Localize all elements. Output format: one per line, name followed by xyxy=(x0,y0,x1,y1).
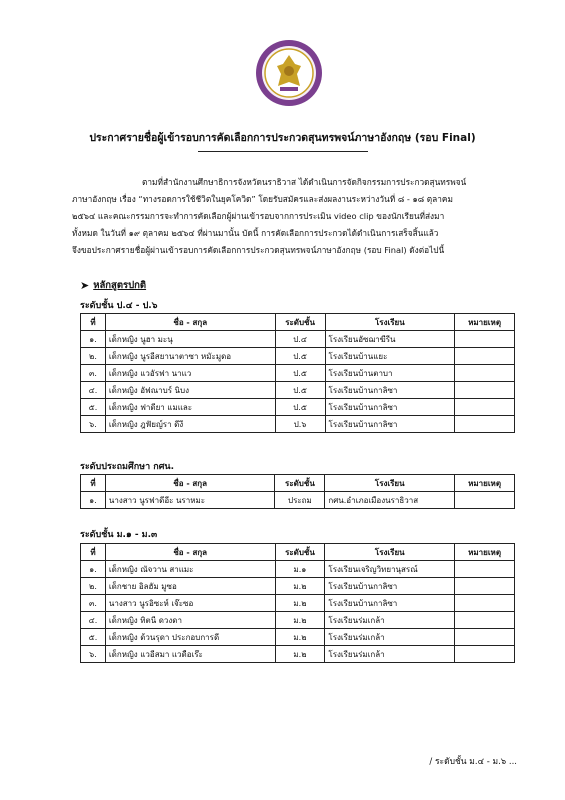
table-row: ๒. เด็กหญิง นูรอีสยานาตาซา หมัะมูดอ ป.๕ โรงเรียนบ้านแยะ xyxy=(81,348,515,365)
section-heading: ➤ หลักสูตรปกติ xyxy=(80,279,147,292)
table-row: ๔. เด็กหญิง ทิตนี ดวงดา ม.๒ โรงเรียนร่มเกล้า xyxy=(81,612,515,629)
paragraph-line: ภาษาอังกฤษ เรื่อง “ทางรอดการใช้ชีวิตในยุคโควิด” โดยรับสมัครและส่งผลงานระหว่างวันที่ ๘ - ๑๘ ตุลาคม xyxy=(72,194,453,204)
header-remark: หมายเหตุ xyxy=(455,544,515,561)
header-name: ชื่อ - สกุล xyxy=(105,544,275,561)
table-row: ๑. เด็กหญิง นูฮา มะนุ ป.๔ โรงเรียนอัซฌาฆีรีน xyxy=(81,331,515,348)
results-table xyxy=(80,543,515,663)
header-no: ที่ xyxy=(81,544,106,561)
table-row: ๕. เด็กหญิง ฟาดียา แมและ ป.๕ โรงเรียนบ้านกาลิซา xyxy=(81,399,515,416)
header-no: ที่ xyxy=(81,475,106,492)
header-no: ที่ xyxy=(81,314,106,331)
table-row: ๑. เด็กหญิง ณัจวาน สาแมะ ม.๑ โรงเรียนเจริญวิทยานุสรณ์ xyxy=(81,561,515,578)
header-school: โรงเรียน xyxy=(325,475,455,492)
header-name: ชื่อ - สกุล xyxy=(105,314,275,331)
table-row: ๑. นางสาว นูรฟาดีอีะ นราหมะ ประถม กศน.อำเภอเมืองนราธิวาส xyxy=(81,492,515,509)
header-school: โรงเรียน xyxy=(325,544,455,561)
table-row: ๓. เด็กหญิง แวอัรฟา นาแว ป.๕ โรงเรียนบ้านตาบา xyxy=(81,365,515,382)
paragraph-line: ตามที่สำนักงานศึกษาธิการจังหวัดนราธิวาส ได้ดำเนินการจัดกิจกรรมการประกวดสุนทรพจน์ xyxy=(142,177,467,187)
continuation-note: / ระดับชั้น ม.๔ - ม.๖ ... xyxy=(429,757,517,767)
header-remark: หมายเหตุ xyxy=(455,475,515,492)
results-table xyxy=(80,474,515,509)
level-heading: ระดับชั้น ม.๑ - ม.๓ xyxy=(80,530,158,540)
table-row: ๖. เด็กหญิง แวอีสมา แวดือเร๊ะ ม.๒ โรงเรียนร่มเกล้า xyxy=(81,646,515,663)
table-row: ๔. เด็กหญิง อัฟณาบร์ นิบง ป.๕ โรงเรียนบ้านกาลิซา xyxy=(81,382,515,399)
header-grade: ระดับชั้น xyxy=(275,314,325,331)
table-row: ๓. นางสาว นูรอิซะห์ เจ๊ะซอ ม.๒ โรงเรียนบ้านกาลิซา xyxy=(81,595,515,612)
title-underline xyxy=(198,151,368,152)
header-grade: ระดับชั้น xyxy=(275,544,325,561)
table-row: ๕. เด็กหญิง ด้วนรุดา ประกอบการดี ม.๒ โรงเรียนร่มเกล้า xyxy=(81,629,515,646)
table-header-row xyxy=(81,475,515,492)
paragraph-line: ๒๕๖๔ และคณะกรรมการจะทำการคัดเลือกผู้ผ่านเข้ารอบจากการประเมิน video clip ของนักเรียนที่ส่งมา xyxy=(72,211,445,221)
paragraph-line: ทั้งหมด ในวันที่ ๑๙ ตุลาคม ๒๕๖๔ ที่ผ่านมานั้น บัดนี้ การคัดเลือกการประกวดได้ดำเนินการเสร็จสิ้นแล้ว xyxy=(72,228,439,238)
header-name: ชื่อ - สกุล xyxy=(105,475,275,492)
header-grade: ระดับชั้น xyxy=(275,475,325,492)
level-heading: ระดับชั้น ป.๔ - ป.๖ xyxy=(80,301,158,311)
arrow-right-icon: ➤ xyxy=(80,279,90,292)
ministry-emblem-icon xyxy=(254,38,324,108)
header-remark: หมายเหตุ xyxy=(455,314,515,331)
results-table xyxy=(80,313,515,433)
table-row: ๖. เด็กหญิง ฎฟัยญ์รา ดีงี ป.๖ โรงเรียนบ้านกาลิซา xyxy=(81,416,515,433)
level-heading: ระดับประถมศึกษา กศน. xyxy=(80,462,175,472)
table-row: ๒. เด็กชาย อิลฮัม มูซอ ม.๒ โรงเรียนบ้านกาลิซา xyxy=(81,578,515,595)
page-title: ประกาศรายชื่อผู้เข้ารอบการคัดเลือกการประกวดสุนทรพจน์ภาษาอังกฤษ (รอบ Final) xyxy=(89,132,476,144)
paragraph-line: จึงขอประกาศรายชื่อผู้ผ่านเข้ารอบการคัดเลือกการประกวดสุนทรพจน์ภาษาอังกฤษ (รอบ Final) ดังต่อไปนี้ xyxy=(72,245,445,255)
table-header-row xyxy=(81,544,515,561)
table-header-row xyxy=(81,314,515,331)
header-school: โรงเรียน xyxy=(325,314,455,331)
